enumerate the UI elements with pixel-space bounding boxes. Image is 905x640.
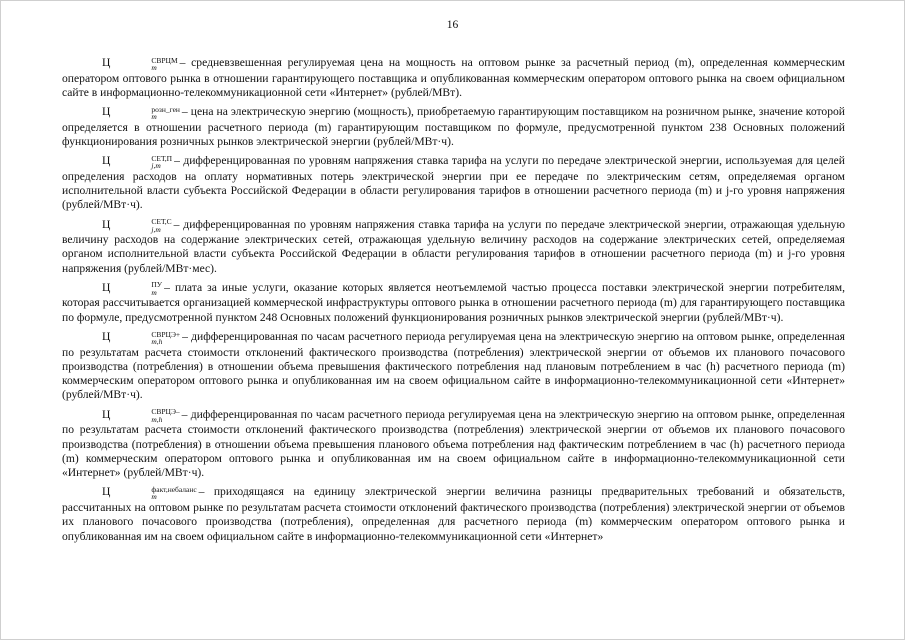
formula-superscript: ПУ bbox=[151, 280, 163, 290]
page-number: 16 bbox=[446, 19, 459, 31]
formula-symbol: Ц bbox=[102, 154, 111, 168]
formula-subscript: m bbox=[151, 492, 157, 502]
formula-subscript: m bbox=[151, 63, 157, 72]
formula-indices bbox=[111, 331, 180, 346]
formula-subscript: j,m bbox=[151, 224, 161, 234]
definition-paragraph bbox=[62, 154, 845, 212]
formula-indices bbox=[111, 218, 171, 233]
definitions-list bbox=[62, 56, 845, 549]
formula-subscript: m,h bbox=[151, 337, 163, 347]
definition-paragraph bbox=[62, 105, 845, 149]
formula-subscript: m,h bbox=[151, 414, 163, 424]
formula-superscript: СЕТ,С bbox=[151, 217, 172, 227]
formula-subscript: j,m bbox=[151, 161, 161, 171]
definition-paragraph bbox=[62, 485, 845, 543]
formula-indices bbox=[111, 155, 172, 170]
definition-text: – дифференцированная по уровням напряжения ставка тарифа на услуги по передаче электрической энергии, используемая для целей определения расходов на оплату нормативных потерь электрической энергии при ее передаче по электрическим сетям, определяемая органом исполнительной власти субъекта Российской Федерации в области регулирования тарифов в отношении расчетного периода (m) и j-го уровня напряжения (рублей/МВт·ч). bbox=[62, 154, 845, 212]
formula-indices bbox=[111, 106, 180, 121]
definition-text: – плата за иные услуги, оказание которых является неотъемлемой частью процесса поставки электрической энергии потребителям, которая рассчитывается организацией коммерческой инфраструктуры оптового рынка в отношении расчетного периода (m) для гарантирующего поставщика по формуле, предусмотренной пунктом 248 Основных положений функционирования розничных рынков электрической энергии (рублей/МВт·ч). bbox=[62, 280, 845, 324]
formula-superscript: факт,небаланс bbox=[151, 484, 197, 494]
definition-paragraph bbox=[62, 408, 845, 481]
definition-text: – цена на электрическую энергию (мощность), приобретаемую гарантирующим поставщиком на розничном рынке, значение которой определяется в отношении расчетного периода (m) гарантирующим поставщиком по формуле, предусмотренной пунктом 238 Основных положений функционирования розничных рынков электрической энергии (рублей/МВт·ч). bbox=[62, 105, 845, 148]
definition-paragraph bbox=[62, 281, 845, 325]
definition-paragraph bbox=[62, 56, 845, 100]
definition-text: – средневзвешенная регулируемая цена на мощность на оптовом рынке за расчетный период (m), определенная коммерческим оператором оптового рынка в отношении гарантирующего поставщика и опубликованная коммерческим оператором оптового рынка на своем официальном сайте в информационно-телекоммуникационной сети «Интернет» (рублей/МВт). bbox=[62, 56, 845, 99]
formula-superscript: розн_ген bbox=[151, 104, 180, 114]
formula-symbol: Ц bbox=[102, 485, 111, 499]
formula-superscript: СЕТ,П bbox=[151, 153, 173, 163]
definition-text: – приходящаяся на единицу электрической энергии величина разницы предварительных требований и обязательств, рассчитанных на оптовом рынке по результатам расчета стоимости отклонений фактического производства (потребления) электрической энергии от объемов их планового почасового производства (потребления), определенная для расчетного периода (m) коммерческим оператором оптового рынка и опубликованная им на своем официальном сайте в информационно-телекоммуникационной сети «Интернет» bbox=[62, 485, 845, 543]
formula-symbol: Ц bbox=[102, 105, 111, 119]
formula-symbol: Ц bbox=[102, 280, 111, 294]
formula-subscript: m bbox=[151, 112, 157, 122]
formula-indices bbox=[111, 57, 177, 72]
formula-indices bbox=[111, 281, 162, 296]
formula-superscript: СВРЦМ bbox=[151, 55, 178, 65]
formula-indices bbox=[111, 486, 196, 501]
formula-symbol: Ц bbox=[102, 217, 111, 231]
definition-text: – дифференцированная по часам расчетного периода регулируемая цена на электрическую энергию на оптовом рынке, определенная по результатам расчета стоимости отклонений фактического производства (потребления) электрической энергии от объемов их планового почасового производства (потребления) в отношении объема превышения фактического потребления над плановым потреблением в час (h) расчетного периода (m) коммерческим оператором оптового рынка и опубликованная им на своем официальном сайте в информационно-телекоммуникационной сети «Интернет» (рублей/МВт·ч). bbox=[62, 330, 845, 402]
definition-paragraph bbox=[62, 330, 845, 403]
definition-paragraph bbox=[62, 218, 845, 276]
formula-superscript: СВРЦЭ– bbox=[151, 407, 180, 417]
formula-superscript: СВРЦЭ+ bbox=[151, 329, 181, 339]
definition-text: – дифференцированная по уровням напряжения ставка тарифа на услуги по передаче электрической энергии, отражающая удельную величину расходов на содержание электрических сетей, отражающая удельную величину расходов на содержание электрических сетей, определяемая органом исполнительной власти субъекта Российской Федерации в области регулирования тарифов в отношении расчетного периода (m) и j-го уровня напряжения (рублей/МВт·мес). bbox=[62, 217, 845, 275]
formula-symbol: Ц bbox=[102, 56, 111, 69]
formula-indices bbox=[111, 408, 179, 423]
formula-symbol: Ц bbox=[102, 407, 111, 421]
definition-text: – дифференцированная по часам расчетного периода регулируемая цена на электрическую энергию на оптовом рынке, определенная по результатам расчета стоимости отклонений фактического производства (потребления) электрической энергии от объемов их планового почасового производства (потребления) в отношении объема превышения планового объема потребления над фактическим потреблением в час (h) расчетного периода (m) коммерческим оператором оптового рынка и опубликованная им на своем официальном сайте в информационно-телекоммуникационной сети «Интернет» (рублей/МВт·ч). bbox=[62, 407, 845, 480]
formula-symbol: Ц bbox=[102, 330, 111, 344]
formula-subscript: m bbox=[151, 287, 157, 297]
